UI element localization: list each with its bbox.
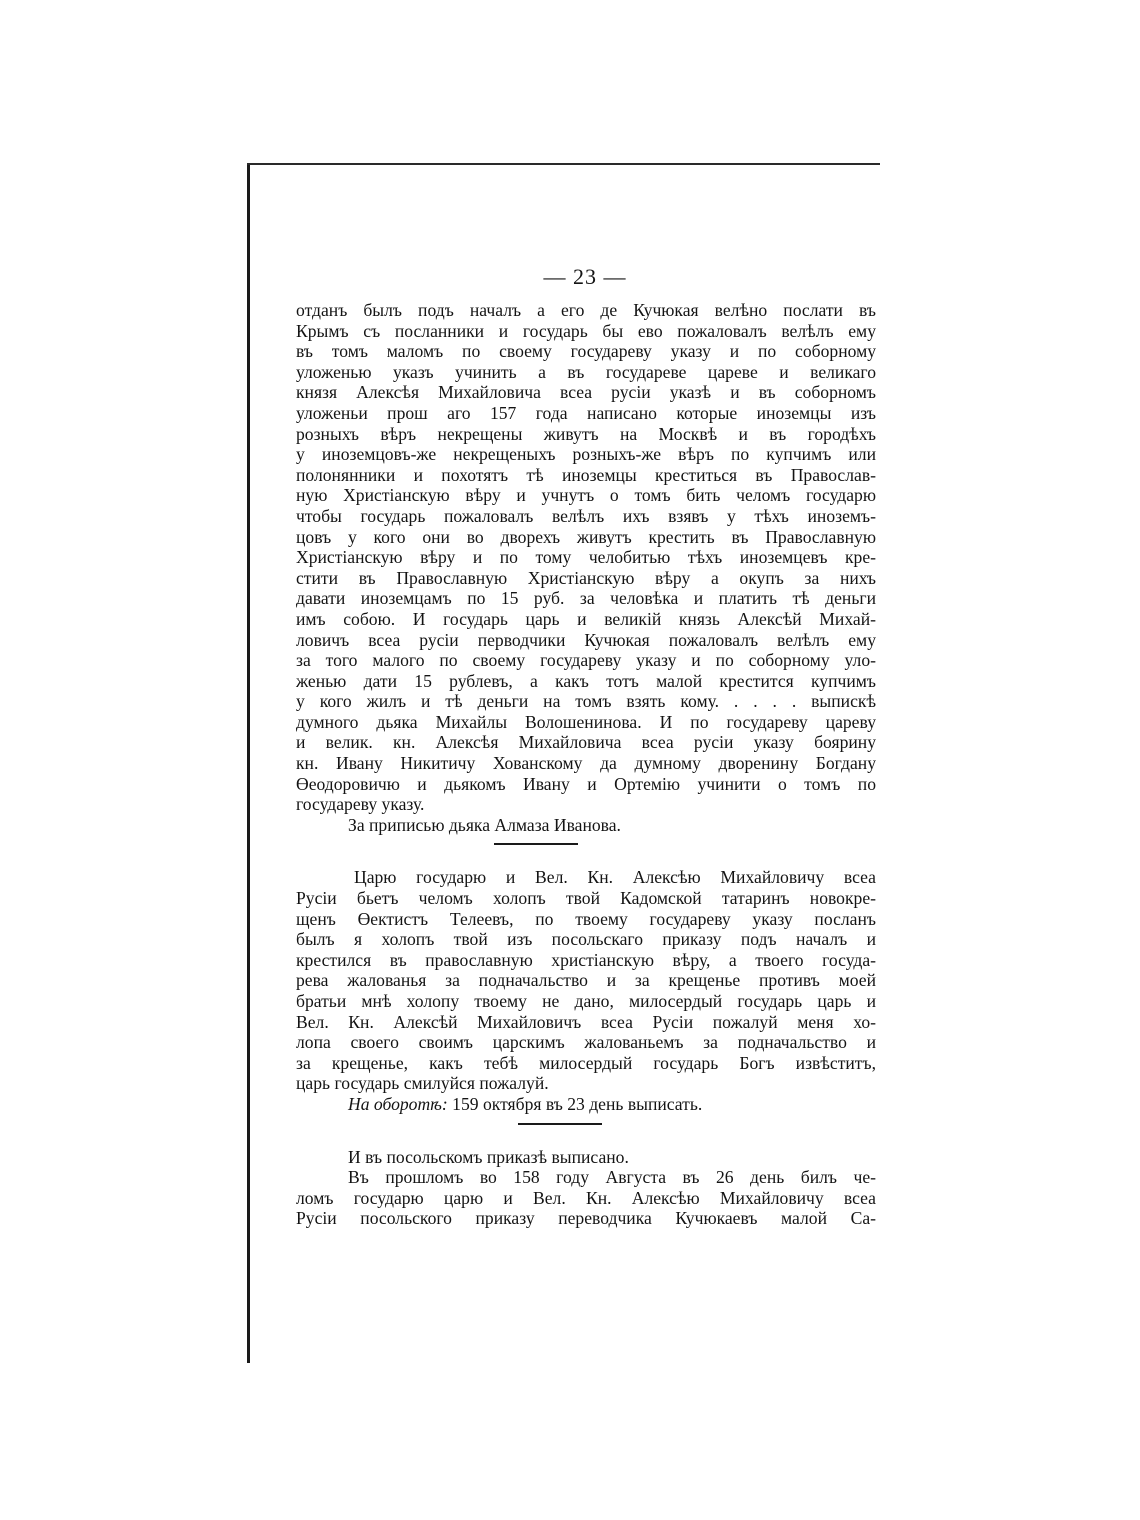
text-line: въ томъ маломъ по своему государеву указу и по соборному — [296, 341, 876, 362]
text-line: за крещенье, какъ тебѣ милосердый государь Богъ извѣститъ, — [296, 1052, 876, 1073]
text-line: у иноземцовъ-же некрещеныхъ розныхъ-же вѣръ по купчимъ или — [296, 444, 876, 465]
text-line: И въ посольскомъ приказѣ выписано. — [348, 1146, 629, 1167]
text-line: стити въ Православную Христiанскую вѣру а окупъ за нихъ — [296, 567, 876, 588]
text-line: крестился въ православную христiанскую вѣру, а твоего госуда- — [296, 949, 876, 970]
text-line: князя Алексѣя Михайловича всеа русiи указѣ и въ соборномъ — [296, 382, 876, 403]
text-line: Вел. Кн. Алексѣй Михайловичъ всеа Русiи пожалуй меня хо- — [296, 1011, 876, 1032]
text-line: цовъ у кого они во дворехъ живутъ крестить въ Православную — [296, 526, 876, 547]
reverse-text: 159 октября въ 23 день выписать. — [447, 1093, 703, 1114]
text-line: щенъ Өектистъ Телеевъ, по твоему государеву указу посланъ — [296, 908, 876, 929]
text-line: женью дати 15 рублевъ, а какъ тотъ малой крестится купчимъ — [296, 670, 876, 691]
page-text — [296, 300, 876, 1229]
text-line: розныхъ вѣръ некрещены живутъ на Москвѣ и въ городѣхъ — [296, 423, 876, 444]
text-line: государеву указу. — [296, 794, 425, 815]
text-line: рева жалованья за подначальство и за крещенье противъ моей — [296, 970, 876, 991]
text-line: Крымъ съ посланники и государь бы ево пожаловалъ велѣлъ ему — [296, 320, 876, 341]
text-line: Өеодоровичю и дьякомъ Ивану и Ортемiю учинити о томъ по — [296, 773, 876, 794]
text-line: Въ прошломъ во 158 году Августа въ 26 день билъ че- — [348, 1167, 876, 1188]
paragraph-main — [296, 300, 876, 835]
text-line: чтобы государь пожаловалъ велѣлъ ихъ взявъ у тѣхъ иноземъ- — [296, 505, 876, 526]
text-line: Христiанскую вѣру и по тому челобитью тѣхъ иноземцевъ кре- — [296, 547, 876, 568]
page-number: — 23 — — [543, 264, 627, 289]
text-line: отданъ былъ подъ началъ а его де Кучюкая велѣно послати въ — [296, 300, 876, 320]
text-line: уложенью указъ учинить а въ государеве цареве и великаго — [296, 361, 876, 382]
reverse-note — [296, 1094, 876, 1115]
page-border-left — [247, 163, 250, 1363]
text-line: ную Христiанскую вѣру и учнутъ о томъ бить челомъ государю — [296, 485, 876, 506]
paragraph-extract — [296, 1147, 876, 1229]
text-line: кн. Ивану Никитичу Хованскому да думному дворенину Богдану — [296, 753, 876, 774]
text-line: имъ собою. И государь царь и великiй князь Алексѣй Михай- — [296, 608, 876, 629]
signature-line: За приписью дьяка Алмаза Иванова. — [348, 814, 621, 835]
text-line: полонянники и похотятъ тѣ иноземцы креститься въ Православ- — [296, 464, 876, 485]
text-line: лопа своего своимъ царскимъ жалованьемъ за подначальство и — [296, 1032, 876, 1053]
text-line: у кого жилъ и тѣ деньги на томъ взять кому. . . . . выпискѣ — [296, 691, 876, 712]
text-line: царь государь смилуйся пожалуй. — [296, 1073, 549, 1094]
text-line: Русiи посольского приказу переводчика Кучюкаевъ малой Са- — [296, 1208, 876, 1229]
reverse-label: На оборотѣ: — [348, 1093, 448, 1114]
text-line: Царю государю и Вел. Кн. Алексѣю Михайловичу всеа — [354, 867, 876, 888]
text-line: за того малого по своему государеву указу и по соборному уло- — [296, 650, 876, 671]
page-border-top — [247, 163, 880, 165]
paragraph-petition — [296, 867, 876, 1114]
text-line: и велик. кн. Алексѣя Михайловича всеа русiи указу боярину — [296, 732, 876, 753]
text-line: ловичъ всеа русiи перводчики Кучюкая пожаловалъ велѣлъ ему — [296, 629, 876, 650]
text-line: братьи мнѣ холопу твоему не дано, милосердый государь царь и — [296, 991, 876, 1011]
text-line: уложеньи прош аго 157 года написано которые иноземцы изъ — [296, 402, 876, 423]
text-line: былъ я холопъ твой изъ посольскаго приказу подъ началъ и — [296, 929, 876, 950]
text-line: давати иноземцамъ по 15 руб. за человѣка и платить тѣ деньги — [296, 588, 876, 609]
text-line: ломъ государю царю и Вел. Кн. Алексѣю Михайловичу всеа — [296, 1187, 876, 1208]
text-line: думного дьяка Михайлы Волошенинова. И по государеву цареву — [296, 711, 876, 732]
text-line: Русiи бьетъ челомъ холопъ твой Кадомской татаринъ новокре- — [296, 888, 876, 909]
